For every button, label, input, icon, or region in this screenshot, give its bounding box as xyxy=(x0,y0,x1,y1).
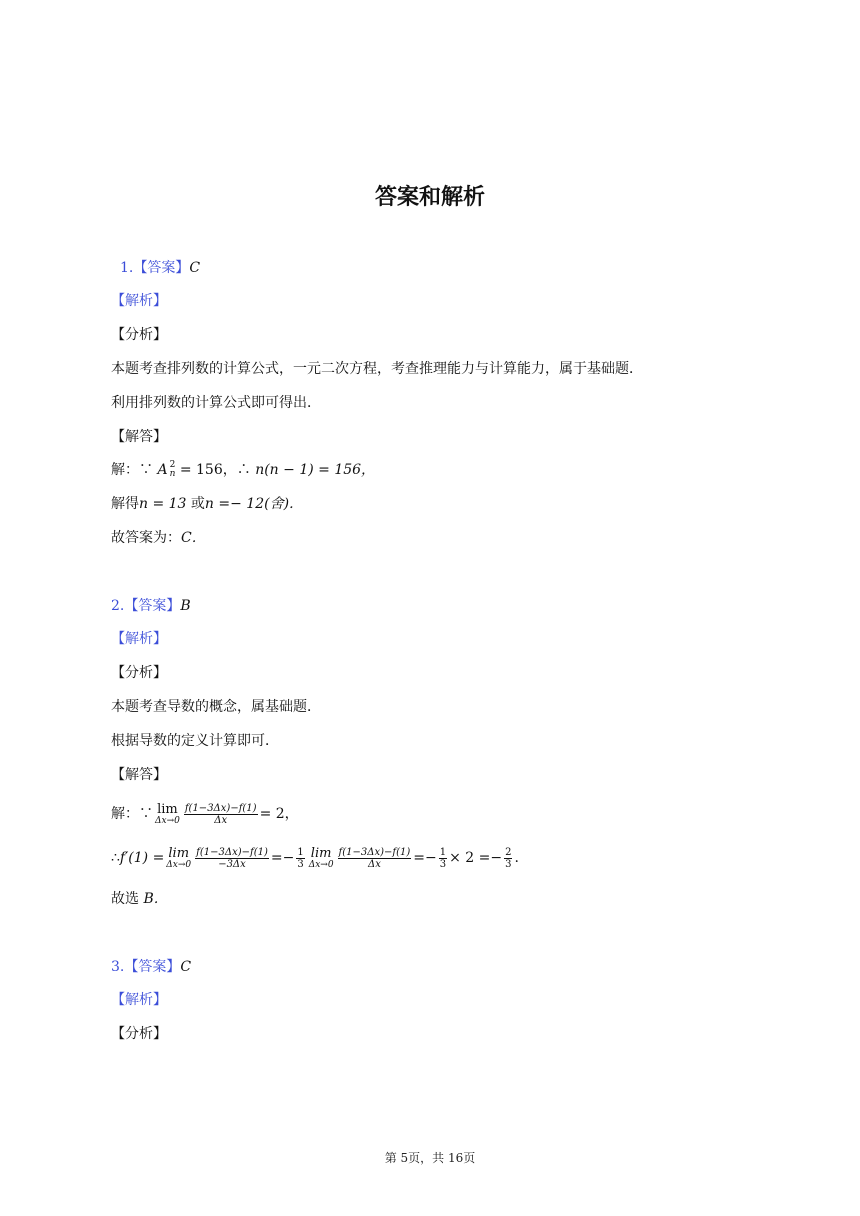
q2-jiexi: 【解析】 xyxy=(111,631,167,647)
q2-step1-lim xyxy=(155,803,180,826)
q1-step2-d: n =− 12(舍)． xyxy=(204,496,304,512)
q2-step2-fp: f′(1) = xyxy=(119,850,165,866)
q2-conclusion-a: 故选 xyxy=(111,891,144,907)
q1-step1-sub: n xyxy=(169,469,176,479)
q2-step2-third2-den: 3 xyxy=(439,858,447,870)
q2-step2-third2-num: 1 xyxy=(439,846,447,858)
q1-step2 xyxy=(111,494,303,514)
q1-conclusion xyxy=(111,528,206,548)
q1-answer-tag: 【答案】 xyxy=(133,260,190,276)
q2-answer-tag: 【答案】 xyxy=(124,598,181,614)
q2-step2-third xyxy=(296,847,304,870)
q2-answer-line xyxy=(111,596,191,616)
q1-jiexi: 【解析】 xyxy=(111,293,167,309)
q2-step1-fraction xyxy=(184,803,258,826)
q1-step1 xyxy=(111,460,375,480)
q2-fenxi-text2: 根据导数的定义计算即可． xyxy=(111,733,279,749)
q2-step2-frac-num: f(1−3Δx)−f(1) xyxy=(196,846,268,858)
q1-conclusion-a: 故答案为： xyxy=(111,530,181,546)
q2-step2-prefix: ∴ xyxy=(111,850,120,866)
q2-step2-result-den: 3 xyxy=(505,858,512,870)
q2-step2-fraction xyxy=(195,847,269,870)
q2-fenxi-text1: 本题考查导数的概念，属基础题． xyxy=(111,699,321,715)
q1-fenxi-text2: 利用排列数的计算公式即可得出． xyxy=(111,395,321,411)
q2-step2-lim2-word: lim xyxy=(310,845,332,861)
q1-jieda: 【解答】 xyxy=(111,429,167,445)
q2-conclusion-b: B． xyxy=(143,891,168,907)
q2-step1-lim-word: lim xyxy=(157,801,178,817)
q2-step2-frac3-den: Δx xyxy=(367,858,381,870)
q1-step1-n: n(n − 1) = 156， xyxy=(255,462,376,478)
q2-number: 2. xyxy=(111,598,125,614)
q1-step2-b: n = 13 xyxy=(139,496,187,512)
q1-step1-rest: = 156，∴ xyxy=(175,462,256,478)
q2-step2-frac3-num: f(1−3Δx)−f(1) xyxy=(338,846,411,858)
q2-step2-lim-sub: Δx→0 xyxy=(166,859,192,870)
q2-step2-lim xyxy=(166,847,191,870)
q2-step2-result-num: 2 xyxy=(505,846,512,858)
q1-fenxi: 【分析】 xyxy=(111,327,167,343)
q3-number: 3. xyxy=(111,959,125,975)
q1-step2-c: 或 xyxy=(186,496,205,512)
q2-step1-frac-den: Δx xyxy=(214,814,228,826)
q3-answer-line xyxy=(111,957,191,977)
q2-step1-lim-sub: Δx→0 xyxy=(155,815,180,826)
q1-step2-a: 解得 xyxy=(111,496,139,512)
q3-fenxi: 【分析】 xyxy=(111,1026,167,1042)
q1-step1-A: A xyxy=(157,462,168,478)
q2-step2-frac-den: −3Δx xyxy=(218,858,246,870)
page-footer: 第 5页，共 16页 xyxy=(384,1151,476,1165)
q1-fenxi-text1: 本题考查排列数的计算公式，一元二次方程，考查推理能力与计算能力，属于基础题． xyxy=(111,361,643,377)
q1-answer: C xyxy=(189,260,201,276)
q2-step2-eq-neg: =− xyxy=(270,850,295,866)
q1-step1-sup: 2 xyxy=(169,460,176,470)
q2-step2-third-num: 1 xyxy=(297,846,304,858)
q2-step1-frac-num: f(1−3Δx)−f(1) xyxy=(184,802,257,814)
q3-answer: C xyxy=(180,959,192,975)
q2-step1-prefix: 解：∵ xyxy=(111,806,153,822)
q2-step2-eq-neg2: =− xyxy=(413,850,437,866)
q2-fenxi: 【分析】 xyxy=(111,665,167,681)
q2-jieda: 【解答】 xyxy=(111,767,167,783)
q1-step1-prefix: 解：∵ xyxy=(111,462,158,478)
q3-jiexi: 【解析】 xyxy=(111,992,167,1008)
page-title: 答案和解析 xyxy=(374,185,485,210)
q1-answer-line xyxy=(120,258,200,278)
q2-step2-lim-word: lim xyxy=(168,845,190,861)
q1-number: 1. xyxy=(120,260,134,276)
q2-answer: B xyxy=(180,598,191,614)
q2-step2-times: × 2 =− xyxy=(449,850,503,866)
q2-step2-lim2-sub: Δx→0 xyxy=(308,859,334,870)
q2-conclusion xyxy=(111,889,168,909)
q2-step2 xyxy=(111,844,519,872)
q2-step2-lim2 xyxy=(309,847,334,870)
q2-step2-fraction3 xyxy=(338,847,412,870)
q2-step2-third2 xyxy=(439,847,447,870)
q3-answer-tag: 【答案】 xyxy=(124,959,181,975)
q2-step1 xyxy=(111,800,299,828)
q1-conclusion-b: C． xyxy=(181,530,206,546)
q2-step2-third-den: 3 xyxy=(297,858,304,870)
q2-step1-rest: = 2， xyxy=(259,806,299,822)
q2-step2-result xyxy=(504,847,512,870)
q2-step2-period: . xyxy=(514,850,519,866)
